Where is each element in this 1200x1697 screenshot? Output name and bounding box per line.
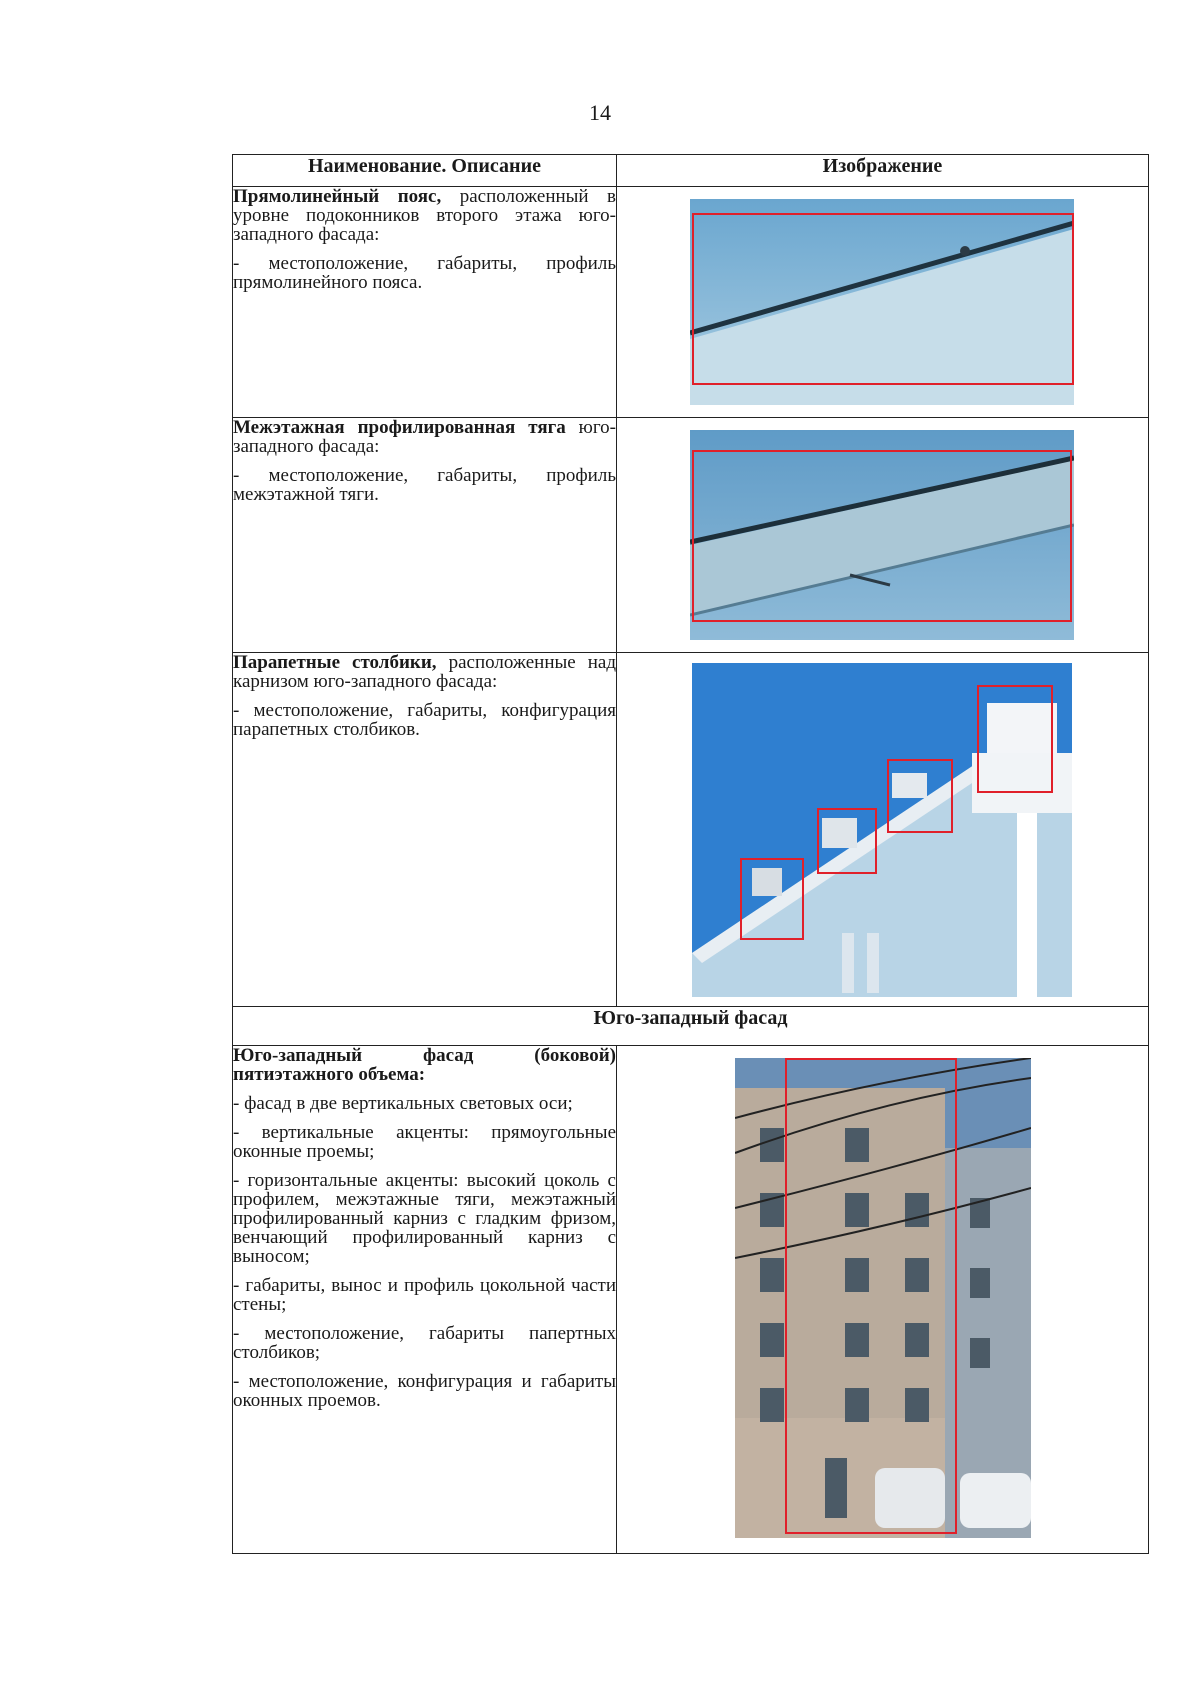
- row-item: - габариты, вынос и профиль цокольной части стены;: [233, 1275, 616, 1315]
- row-item: - местоположение, конфигурация и габариты оконных проемов.: [233, 1371, 616, 1411]
- row-title: Парапетные столбики,: [233, 652, 437, 673]
- table-header-row: [233, 155, 1149, 187]
- row-title-rest: юго-западного фасада:: [233, 417, 617, 457]
- row-image-cell: [617, 1046, 1149, 1554]
- highlight-frame: [887, 759, 953, 833]
- table-row: [233, 418, 1149, 653]
- row-title-rest: расположенные над карнизом юго-западного фасада:: [233, 652, 616, 692]
- header-image: Изображение: [617, 155, 1149, 187]
- row-title: Межэтажная профилированная тяга: [233, 417, 566, 438]
- row-description: [233, 187, 617, 418]
- highlight-frame: [740, 858, 804, 940]
- row-title: Прямолинейный пояс,: [233, 186, 442, 207]
- section-row: [233, 1007, 1149, 1046]
- row-item: - местоположение, габариты папертных столбиков;: [233, 1323, 616, 1363]
- section-title: Юго-западный фасад: [233, 1007, 1149, 1046]
- row-item: - вертикальные акценты: прямоугольные оконные проемы;: [233, 1122, 616, 1162]
- row-description: [233, 418, 617, 653]
- row-title-rest: расположенный в уровне подоконников второго этажа юго-западного фасада:: [233, 186, 617, 245]
- header-name: Наименование. Описание: [233, 155, 617, 187]
- highlight-frame: [785, 1058, 957, 1534]
- table-row: [233, 653, 1149, 1007]
- row-image-cell: [617, 187, 1149, 418]
- highlight-frame: [977, 685, 1053, 793]
- row-item: - местоположение, габариты, профиль межэтажной тяги.: [233, 465, 616, 505]
- page-number: 14: [589, 100, 611, 125]
- row-item: - горизонтальные акценты: высокий цоколь с профилем, межэтажные тяги, межэтажный профилированный карниз с гладким фризом, венчающий профилированный карниз с выносом;: [233, 1170, 616, 1267]
- cornice-belt-photo: [690, 199, 1074, 405]
- highlight-frame: [817, 808, 877, 874]
- row-item: - местоположение, габариты, профиль прямолинейного пояса.: [233, 253, 616, 293]
- table-row: [233, 187, 1149, 418]
- row-image-cell: [617, 418, 1149, 653]
- parapet-posts-photo: [692, 663, 1072, 997]
- row-image-cell: [617, 653, 1149, 1007]
- row-item: - местоположение, габариты, конфигурация парапетных столбиков.: [233, 700, 616, 740]
- highlight-frame: [692, 213, 1074, 385]
- highlight-frame: [692, 450, 1072, 622]
- interfloor-rod-photo: [690, 430, 1074, 640]
- row-description: [233, 653, 617, 1007]
- row-title: Юго-западный фасад (боковой) пятиэтажного объема:: [233, 1045, 616, 1085]
- row-description: [233, 1046, 617, 1554]
- table-row: [233, 1046, 1149, 1554]
- description-table: [232, 154, 1149, 1554]
- row-item: - фасад в две вертикальных световых оси;: [233, 1093, 573, 1114]
- southwest-facade-photo: [735, 1058, 1031, 1538]
